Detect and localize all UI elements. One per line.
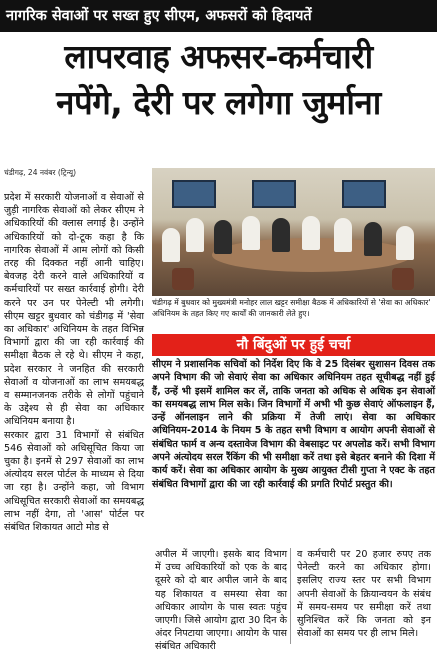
meeting-photo (152, 168, 435, 296)
kicker-banner: नागरिक सेवाओं पर सख्त हुए सीएम, अफसरों को हिदायतें (0, 0, 437, 32)
headline-line-2: नपेंगे, देरी पर लगेगा जुर्माना (56, 83, 381, 122)
person-graphic (396, 226, 414, 260)
person-graphic (242, 216, 260, 250)
column-divider (290, 548, 291, 644)
left-column (4, 191, 144, 534)
person-graphic (302, 216, 320, 250)
person-graphic (186, 218, 204, 252)
box-text: सीएम ने प्रशासनिक सचिवों को निर्देश दिए कि वे 25 दिसंबर सुशासन दिवस तक अपने विभाग की जो सेवाएं सेवा का अधिकार अधिनियम तहत सूचीबद्ध नहीं हुई हैं, उन्हें भी इसमें शामिल कर लें, ताकि जनता को अधिक से अधिक इन सेवाओं का समयबद्ध लाभ मिल सके। जिन विभागों में अभी भी कुछ सेवाएं ऑफलाइन हैं, उन्हें ऑनलाइन लाने की प्रक्रिया में तेजी लाएं। सेवा का अधिकार अधिनियम-2014 के नियम 5 के तहत सभी विभाग व आयोग अपनी सेवाओं से संबंधित फार्म व अन्य दस्तावेज विभाग की वेबसाइट पर अपलोड करें। सभी विभाग अपने अंत्योदय सरल रैंकिंग की भी समीक्षा करें तथा इसे बेहतर बनाने की दिशा में कार्य करें। सेवा का अधिकार आयोग के मुख्य आयुक्त टीसी गुप्ता ने एक्ट के तहत संबंधित विभागों द्वारा की जा रही कार्रवाई की प्रगति रिपोर्ट प्रस्तुत की। (152, 359, 435, 490)
screen-graphic (172, 180, 216, 208)
person-graphic (334, 218, 352, 252)
headline (0, 34, 437, 126)
person-graphic (214, 220, 232, 254)
chair-graphic (392, 268, 414, 290)
left-paragraph-1: प्रदेश में सरकारी योजनाओं व सेवाओं से जुड़ी नागरिक सेवाओं को लेकर सीएम ने अधिकारियों की क्लास लगाई है। उन्होंने अधिकारियों को दो-टूक कहा है कि नागरिक सेवाओं में आम लोगों को किसी तरह की दिक्कत नहीं आनी चाहिए। बेवजह देरी करने वाले अधिकारियों व कर्मचारियों पर सख्त कार्रवाई होगी। देरी करने पर उन पर पेनेल्टी भी लगेगी। सीएम खट्टर बुधवार को चंडीगढ़ में 'सेवा का अधिकार' अधिनियम के तहत विभिन्न विभागों द्वारा की जा रही कार्रवाई की समीक्षा बैठक ले रहे थे। सीएम ने कहा, प्रदेश सरकार ने जनहित की सरकारी सेवाओं व योजनाओं का लाभ समयबद्ध व सम्मानजनक तरीके से लोगों पहुंचाने के उद्देश्य से ही सेवा का अधिकार अधिनियम बनाया है। (4, 192, 144, 428)
headline-line-1: लापरवाह अफसर-कर्मचारी (64, 37, 373, 76)
column-3: व कर्मचारी पर 20 हजार रुपए तक पेनेल्टी करने का अधिकार होगा। इसलिए राज्य स्तर पर सभी विभाग अपनी सेवाओं के क्रियान्वयन के संबंध में समय-समय पर समीक्षा करें तथा सुनिश्चित करें कि जनता को इन सेवाओं का समय पर ही लाभ मिले। (297, 549, 431, 640)
photo-caption: चंडीगढ़ में बुधवार को मुख्यमंत्री मनोहर लाल खट्टर समीक्षा बैठक में अधिकारियों से 'सेवा का अधिकार' अधिनियम के तहत किए गए कार्यों की जानकारी लेते हुए। (152, 298, 431, 318)
person-graphic (364, 222, 382, 256)
chair-graphic (172, 268, 194, 290)
box-title: नौ बिंदुओं पर हुई चर्चा (152, 334, 435, 356)
left-paragraph-2: सरकार द्वारा 31 विभागों से संबंधित 546 सेवाओं को अधिसूचित किया जा चुका है। इनमें से 297 सेवाओं का लाभ अंत्योदय सरल पोर्टल के माध्यम से दिया जा रहा है। उन्होंने कहा, जो विभाग अधिसूचित सरकारी सेवाओं का समयबद्ध लाभ नहीं देगा, तो 'आस' पोर्टल पर संबंधित शिकायत आटो मोड से (4, 429, 145, 534)
person-graphic (272, 218, 290, 252)
person-graphic (162, 228, 180, 262)
screen-graphic (342, 180, 386, 208)
screen-graphic (252, 180, 296, 208)
column-2: अपील में जाएगी। इसके बाद विभाग में उच्च अधिकारियों को एक के बाद दूसरे को दो बार अपील जाने के बाद यह शिकायत व समस्या सेवा का अधिकार आयोग के पास स्वतः पहुंच जाएगी। जिसे आयोग द्वारा 30 दिन के अंदर निपटाया जाएगा। आयोग के पास संबंधित अधिकारी (155, 549, 287, 653)
dateline: चंडीगढ़, 24 नवंबर (ट्रिन्यू) (4, 168, 77, 177)
